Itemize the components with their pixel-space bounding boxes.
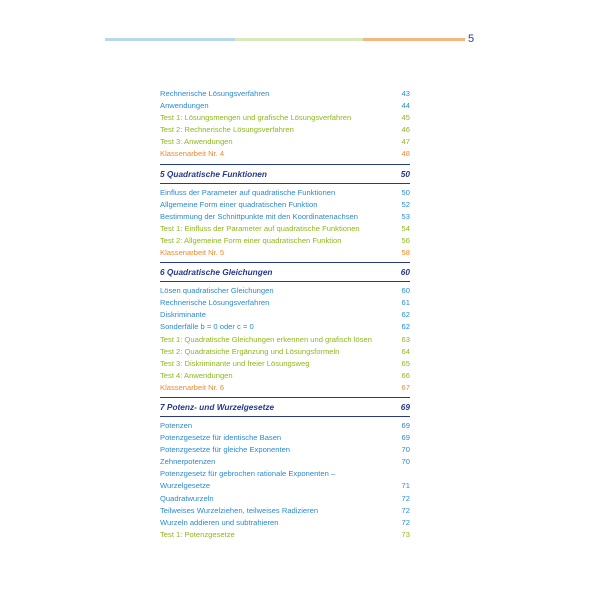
toc-entry-page: 72	[401, 493, 410, 503]
toc-entry-title: Bestimmung der Schnittpunkte mit den Koordinatenachsen	[160, 211, 358, 221]
toc-entry-page: 44	[401, 101, 410, 111]
toc-entry-page: 58	[401, 248, 410, 258]
toc-entry-title: Test 1: Potenzgesetze	[160, 529, 235, 539]
toc-entry-page: 50	[401, 187, 410, 197]
toc-entry-page: 54	[401, 223, 410, 233]
toc-entry[interactable]	[160, 148, 410, 160]
toc-entry-title: Zehnerpotenzen	[160, 457, 216, 467]
toc-entry[interactable]	[160, 112, 410, 124]
toc-entry[interactable]	[160, 235, 410, 247]
header-color-bar	[105, 38, 465, 41]
toc-entry-title: Einfluss der Parameter auf quadratische Funktionen	[160, 187, 336, 197]
toc-entry[interactable]	[160, 136, 410, 148]
page-number: 5	[468, 33, 475, 45]
toc-entry-title: Klassenarbeit Nr. 5	[160, 248, 225, 258]
toc-entry-title: Test 1: Lösungsmengen und grafische Lösungsverfahren	[160, 113, 352, 123]
toc-entry-title: Anwendungen	[160, 101, 209, 111]
toc-entry[interactable]	[160, 321, 410, 333]
toc-entry-page: 73	[401, 529, 410, 539]
section-header-7[interactable]	[160, 397, 410, 417]
toc-entry[interactable]	[160, 420, 410, 432]
toc-entry[interactable]	[160, 199, 410, 211]
table-of-contents	[160, 88, 410, 541]
toc-group-chapter-7	[160, 420, 410, 541]
toc-entry-page: 62	[401, 322, 410, 332]
section-title: 5 Quadratische Funktionen	[160, 168, 267, 179]
toc-group-chapter-5	[160, 187, 410, 260]
toc-entry-page: 70	[401, 457, 410, 467]
toc-entry-title: Potenzgesetze für identische Basen	[160, 433, 282, 443]
section-header-5[interactable]	[160, 164, 410, 184]
toc-entry-page: 48	[401, 149, 410, 159]
toc-entry-page: 72	[401, 505, 410, 515]
toc-entry[interactable]	[160, 223, 410, 235]
section-title: 6 Quadratische Gleichungen	[160, 267, 273, 278]
toc-entry[interactable]	[160, 211, 410, 223]
toc-entry-page: 69	[401, 433, 410, 443]
toc-entry-page: 43	[401, 89, 410, 98]
section-page: 50	[400, 168, 410, 179]
toc-entry[interactable]	[160, 334, 410, 346]
toc-entry[interactable]	[160, 346, 410, 358]
toc-entry-page: 64	[401, 346, 410, 356]
toc-entry-title: Allgemeine Form einer quadratischen Funktion	[160, 199, 318, 209]
toc-entry[interactable]	[160, 247, 410, 259]
toc-entry-title: Rechnerische Lösungsverfahren	[160, 298, 270, 308]
toc-entry-page: 72	[401, 517, 410, 527]
toc-entry-page: 69	[401, 420, 410, 430]
section-title: 7 Potenz- und Wurzelgesetze	[160, 401, 275, 412]
toc-entry-title: Quadratwurzeln	[160, 493, 214, 503]
toc-entry-title: Test 3: Diskriminante und freier Lösungsweg	[160, 358, 310, 368]
toc-entry-title: Test 1: Einfluss der Parameter auf quadratische Funktionen	[160, 223, 360, 233]
toc-entry-title: Test 1: Quadratische Gleichungen erkennen und grafisch lösen	[160, 334, 372, 344]
toc-entry[interactable]	[160, 309, 410, 321]
toc-entry[interactable]	[160, 493, 410, 505]
toc-entry-page: 53	[401, 211, 410, 221]
toc-entry[interactable]	[160, 370, 410, 382]
toc-entry[interactable]	[160, 285, 410, 297]
toc-entry-title: Diskriminante	[160, 310, 206, 320]
toc-entry[interactable]	[160, 100, 410, 112]
toc-entry-page: 62	[401, 310, 410, 320]
toc-entry[interactable]	[160, 432, 410, 444]
toc-entry-title: Test 4: Anwendungen	[160, 370, 233, 380]
toc-entry-page: 70	[401, 445, 410, 455]
toc-entry[interactable]	[160, 382, 410, 394]
toc-group-chapter-4-end	[160, 88, 410, 161]
section-page: 69	[400, 401, 410, 412]
toc-entry-title: Klassenarbeit Nr. 4	[160, 149, 225, 159]
toc-entry-page: 61	[401, 298, 410, 308]
toc-entry-title: Teilweises Wurzelziehen, teilweises Radizieren	[160, 505, 319, 515]
toc-entry[interactable]	[160, 358, 410, 370]
toc-group-chapter-6	[160, 285, 410, 394]
toc-entry-title: Wurzelgesetze	[160, 481, 211, 491]
toc-entry-page: 71	[401, 481, 410, 491]
toc-entry[interactable]	[160, 505, 410, 517]
toc-entry-title: Klassenarbeit Nr. 6	[160, 382, 225, 392]
toc-entry-page: 66	[401, 370, 410, 380]
toc-entry-page: 60	[401, 286, 410, 296]
toc-entry-page: 67	[401, 382, 410, 392]
toc-entry-page: 52	[401, 199, 410, 209]
toc-entry-title: Lösen quadratischer Gleichungen	[160, 286, 274, 296]
toc-entry-title: Rechnerische Lösungsverfahren	[160, 89, 270, 98]
toc-entry-title: Sonderfälle b = 0 oder c = 0	[160, 322, 254, 332]
section-header-6[interactable]	[160, 262, 410, 282]
toc-entry-title: Potenzen	[160, 420, 193, 430]
toc-entry-page: 63	[401, 334, 410, 344]
toc-entry[interactable]	[160, 529, 410, 541]
toc-entry[interactable]	[160, 187, 410, 199]
section-page: 60	[400, 267, 410, 278]
toc-entry-page: 46	[401, 125, 410, 135]
toc-entry-page: 45	[401, 113, 410, 123]
toc-entry-title: Test 2: Quadratsiche Ergänzung und Lösungsformeln	[160, 346, 340, 356]
header-bar-green-segment	[235, 38, 363, 41]
toc-entry[interactable]	[160, 124, 410, 136]
toc-entry-title: Wurzeln addieren und subtrahieren	[160, 517, 279, 527]
toc-entry-title: Potenzgesetz für gebrochen rationale Exponenten –	[160, 469, 336, 479]
toc-entry-title: Test 2: Allgemeine Form einer quadratischen Funktion	[160, 235, 342, 245]
toc-entry[interactable]	[160, 444, 410, 456]
toc-entry[interactable]	[160, 468, 410, 480]
header-bar-orange-segment	[363, 38, 465, 41]
toc-entry-page: 56	[401, 235, 410, 245]
toc-entry[interactable]	[160, 456, 410, 468]
toc-entry[interactable]	[160, 517, 410, 529]
toc-entry-page: 47	[401, 137, 410, 147]
header-bar-blue-segment	[105, 38, 235, 41]
toc-entry[interactable]	[160, 88, 410, 100]
toc-entry-title: Potenzgesetze für gleiche Exponenten	[160, 445, 291, 455]
toc-entry-title: Test 3: Anwendungen	[160, 137, 233, 147]
toc-entry[interactable]	[160, 480, 410, 492]
toc-entry-title: Test 2: Rechnerische Lösungsverfahren	[160, 125, 294, 135]
toc-entry[interactable]	[160, 297, 410, 309]
toc-entry-page: 65	[401, 358, 410, 368]
